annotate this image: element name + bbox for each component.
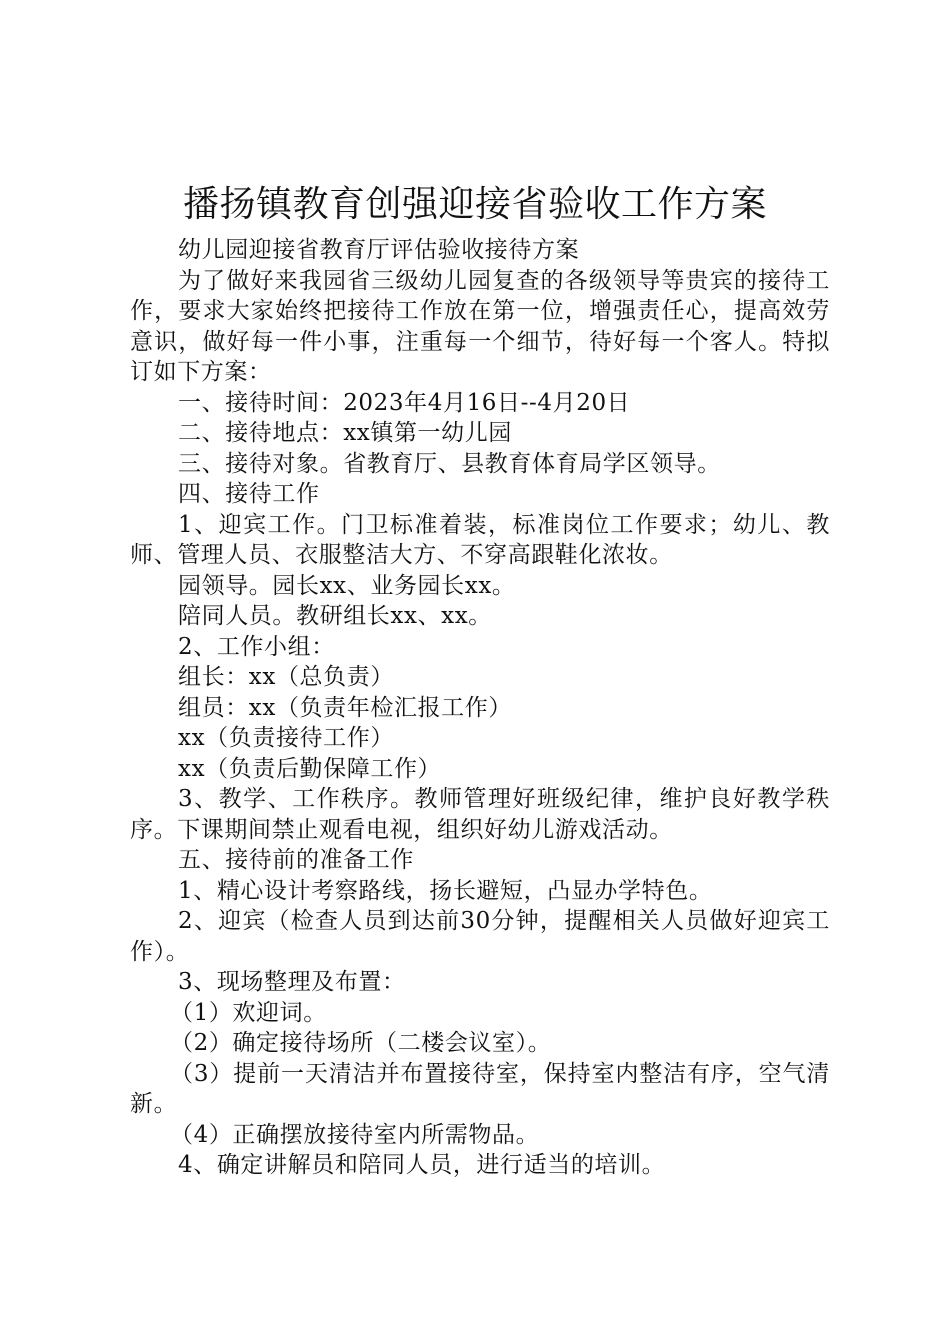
subitem-clean-room: （3）提前一天清洁并布置接待室，保持室内整洁有序，空气清新。 (130, 1060, 830, 1117)
item-welcome-work: 1、迎宾工作。门卫标准着装，标准岗位工作要求；幼儿、教师、管理人员、衣服整洁大方、不穿高跟鞋化浓妆。 (130, 511, 830, 568)
item-kindergarten-leaders: 园领导。园长xx、业务园长xx。 (178, 572, 516, 599)
subitem-welcome-speech: （1）欢迎词。 (170, 999, 327, 1026)
item-group-leader: 组长：xx（总负责） (178, 664, 394, 690)
item-accompanying-staff: 陪同人员。教研组长xx、xx。 (178, 603, 492, 629)
section-preparation: 五、接待前的准备工作 (178, 847, 414, 873)
subitem-place-items: （4）正确摆放接待室内所需物品。 (170, 1121, 540, 1148)
item-site-arrangement: 3、现场整理及布置： (178, 969, 406, 995)
subtitle-paragraph: 幼儿园迎接省教育厅评估验收接待方案 (178, 237, 580, 263)
section-reception-target: 三、接待对象。省教育厅、县教育体育局学区领导。 (178, 450, 721, 477)
section-reception-location: 二、接待地点：xx镇第一幼儿园 (178, 420, 512, 446)
item-work-group: 2、工作小组： (178, 633, 335, 660)
item-group-member-reception: xx（负责接待工作） (178, 725, 394, 751)
item-teaching-order: 3、教学、工作秩序。教师管理好班级纪律，维护良好教学秩序。下课期间禁止观看电视，组织好幼儿游戏活动。 (130, 786, 830, 843)
section-reception-time: 一、接待时间：2023年4月16日--4月20日 (178, 389, 631, 416)
subitem-reception-venue: （2）确定接待场所（二楼会议室）。 (170, 1030, 552, 1056)
item-guide-training: 4、确定讲解员和陪同人员，进行适当的培训。 (178, 1152, 666, 1178)
document-title: 播扬镇教育创强迎接省验收工作方案 (182, 184, 767, 225)
section-reception-work: 四、接待工作 (178, 481, 320, 507)
item-group-member: 组员：xx（负责年检汇报工作） (178, 694, 512, 721)
intro-paragraph: 为了做好来我园省三级幼儿园复查的各级领导等贵宾的接待工作，要求大家始终把接待工作放在第一位，增强责任心，提高效劳意识，做好每一件小事，注重每一个细节，待好每一个客人。特拟订如下方案： (130, 267, 830, 385)
item-group-member-logistics: xx（负责后勤保障工作） (178, 755, 442, 782)
item-route-design: 1、精心设计考察路线，扬长避短，凸显办学特色。 (178, 877, 713, 904)
item-greeting: 2、迎宾（检查人员到达前30分钟，提醒相关人员做好迎宾工作）。 (130, 908, 830, 965)
document-body (130, 235, 830, 1181)
